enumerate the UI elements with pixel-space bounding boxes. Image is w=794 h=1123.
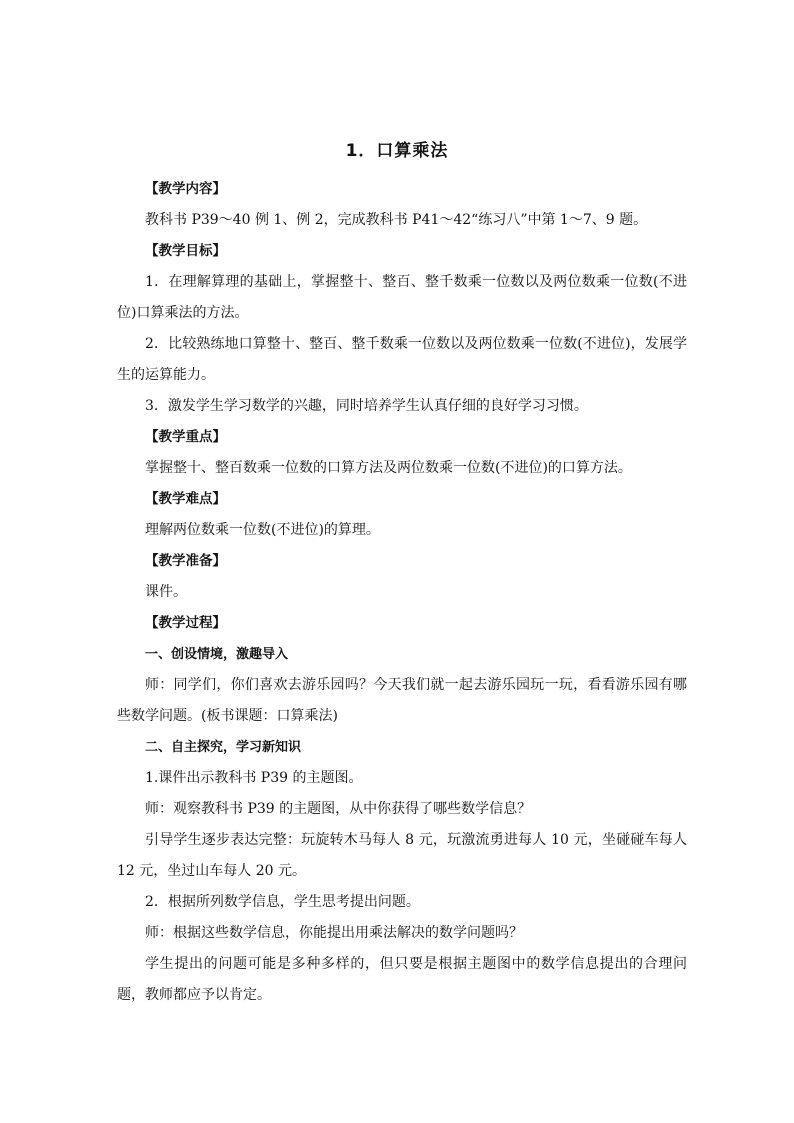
goal-item-1: 1．在理解算理的基础上，掌握整十、整百、整千数乘一位数以及两位数乘一位数(不进位)口算乘法的方法。	[117, 274, 687, 321]
section-heading-content: 【教学内容】	[145, 181, 226, 197]
step-2-note: 学生提出的问题可能是多种多样的，但只要是根据主题图中的数学信息提出的合理问题，教师都应予以肯定。	[117, 956, 687, 1003]
part-2-heading: 二、自主探究，学习新知识	[145, 740, 302, 755]
part-1-heading: 一、创设情境，激趣导入	[145, 647, 289, 662]
part-1-paragraph: 师：同学们，你们喜欢去游乐园吗？今天我们就一起去游乐园玩一玩，看看游乐园有哪些数学问题。(板书课题：口算乘法)	[117, 677, 687, 724]
step-1-teacher: 师：观察教科书 P39 的主题图，从中你获得了哪些数学信息？	[145, 801, 532, 817]
goal-item-3: 3．激发学生学习数学的兴趣，同时培养学生认真仔细的良好学习习惯。	[145, 398, 588, 414]
section-heading-process: 【教学过程】	[145, 615, 226, 631]
step-2-teacher: 师：根据这些数学信息，你能提出用乘法解决的数学问题吗？	[145, 925, 523, 941]
step-1: 1.课件出示教科书 P39 的主题图。	[145, 770, 363, 786]
page-title: 1．口算乘法	[345, 141, 449, 161]
content-paragraph: 教科书 P39～40 例 1、例 2，完成教科书 P41～42“练习八”中第 1～7、9 题。	[145, 212, 648, 228]
section-heading-preparation: 【教学准备】	[145, 553, 226, 569]
section-heading-difficulty: 【教学难点】	[145, 491, 226, 507]
section-heading-key-points: 【教学重点】	[145, 429, 226, 445]
section-heading-goals: 【教学目标】	[145, 243, 226, 259]
step-2: 2．根据所列数学信息，学生思考提出问题。	[145, 894, 420, 910]
goal-item-2: 2．比较熟练地口算整十、整百、整千数乘一位数以及两位数乘一位数(不进位)，发展学生的运算能力。	[117, 336, 687, 383]
difficulty-paragraph: 理解两位数乘一位数(不进位)的算理。	[145, 522, 380, 538]
preparation-paragraph: 课件。	[145, 584, 187, 600]
step-1-guide: 引导学生逐步表达完整：玩旋转木马每人 8 元，玩激流勇进每人 10 元，坐碰碰车每人 12 元，坐过山车每人 20 元。	[117, 832, 687, 879]
key-points-paragraph: 掌握整十、整百数乘一位数的口算方法及两位数乘一位数(不进位)的口算方法。	[145, 460, 632, 476]
document-body	[117, 174, 687, 1011]
